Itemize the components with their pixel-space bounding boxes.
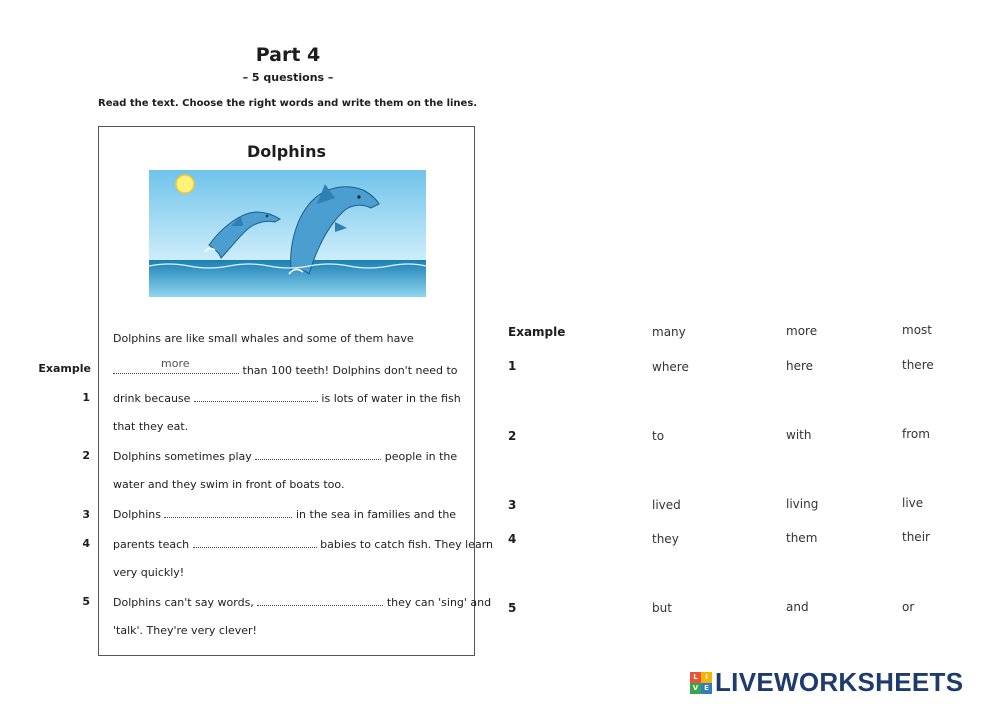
dolphins-illustration xyxy=(149,170,426,297)
option-q1-c[interactable]: there xyxy=(902,358,934,372)
answer-blank-1[interactable] xyxy=(194,391,318,402)
answer-blank-5[interactable] xyxy=(257,595,383,606)
story-line: Dolphins in the sea in families and the xyxy=(113,508,457,521)
example-answer: more xyxy=(161,357,190,370)
option-q2-b[interactable]: with xyxy=(786,428,812,442)
option-q5-c[interactable]: or xyxy=(902,600,915,614)
liveworksheets-logo-icon: L I V E xyxy=(690,672,712,694)
options-q1-label: 1 xyxy=(508,359,517,373)
option-q5-a[interactable]: but xyxy=(652,601,672,615)
option-q1-a[interactable]: where xyxy=(652,360,689,374)
example-label: Example xyxy=(38,362,91,375)
story-line: water and they swim in front of boats too. xyxy=(113,478,345,491)
story-line: drink because is lots of water in the fish xyxy=(113,392,461,405)
option-q3-a[interactable]: lived xyxy=(652,498,681,512)
option-q5-b[interactable]: and xyxy=(786,600,809,614)
option-example-b[interactable]: more xyxy=(786,324,818,338)
story-line: more than 100 teeth! Dolphins don't need to xyxy=(113,361,458,377)
option-q2-a[interactable]: to xyxy=(652,429,665,443)
options-q4-label: 4 xyxy=(508,532,517,546)
option-q4-a[interactable]: they xyxy=(652,532,679,546)
answer-blank-3[interactable] xyxy=(164,507,292,518)
story-title: Dolphins xyxy=(247,142,326,161)
option-example-a[interactable]: many xyxy=(652,325,686,339)
question-number-1: 1 xyxy=(82,391,90,404)
question-number-4: 4 xyxy=(82,537,90,550)
page-subtitle: – 5 questions – xyxy=(242,71,334,84)
option-q3-c[interactable]: live xyxy=(902,496,924,510)
story-line: parents teach babies to catch fish. They learn xyxy=(113,538,493,551)
story-line: Dolphins are like small whales and some of them have xyxy=(113,332,414,345)
options-q5-label: 5 xyxy=(508,601,517,615)
question-number-2: 2 xyxy=(82,449,90,462)
story-line: Dolphins sometimes play people in the xyxy=(113,450,458,463)
example-answer-gap xyxy=(113,357,239,374)
option-q2-c[interactable]: from xyxy=(902,427,930,441)
liveworksheets-logo-text: LIVEWORKSHEETS xyxy=(715,667,964,697)
story-line: that they eat. xyxy=(113,420,189,433)
question-number-5: 5 xyxy=(82,595,90,608)
answer-blank-4[interactable] xyxy=(193,537,317,548)
option-example-c[interactable]: most xyxy=(902,323,932,337)
option-q1-b[interactable]: here xyxy=(786,359,814,373)
instructions: Read the text. Choose the right words and write them on the lines. xyxy=(98,98,478,109)
option-q3-b[interactable]: living xyxy=(786,497,819,511)
story-line: 'talk'. They're very clever! xyxy=(113,624,257,637)
story-line: very quickly! xyxy=(113,566,185,579)
answer-blank-2[interactable] xyxy=(255,449,381,460)
option-q4-b[interactable]: them xyxy=(786,531,818,545)
liveworksheets-logo xyxy=(690,667,963,698)
options-q3-label: 3 xyxy=(508,498,517,512)
page-title: Part 4 xyxy=(255,44,321,66)
options-q2-label: 2 xyxy=(508,429,517,443)
option-q4-c[interactable]: their xyxy=(902,530,930,544)
story-line: Dolphins can't say words, they can 'sing' and xyxy=(113,596,492,609)
question-number-3: 3 xyxy=(82,508,90,521)
options-example-label: Example xyxy=(508,325,566,339)
